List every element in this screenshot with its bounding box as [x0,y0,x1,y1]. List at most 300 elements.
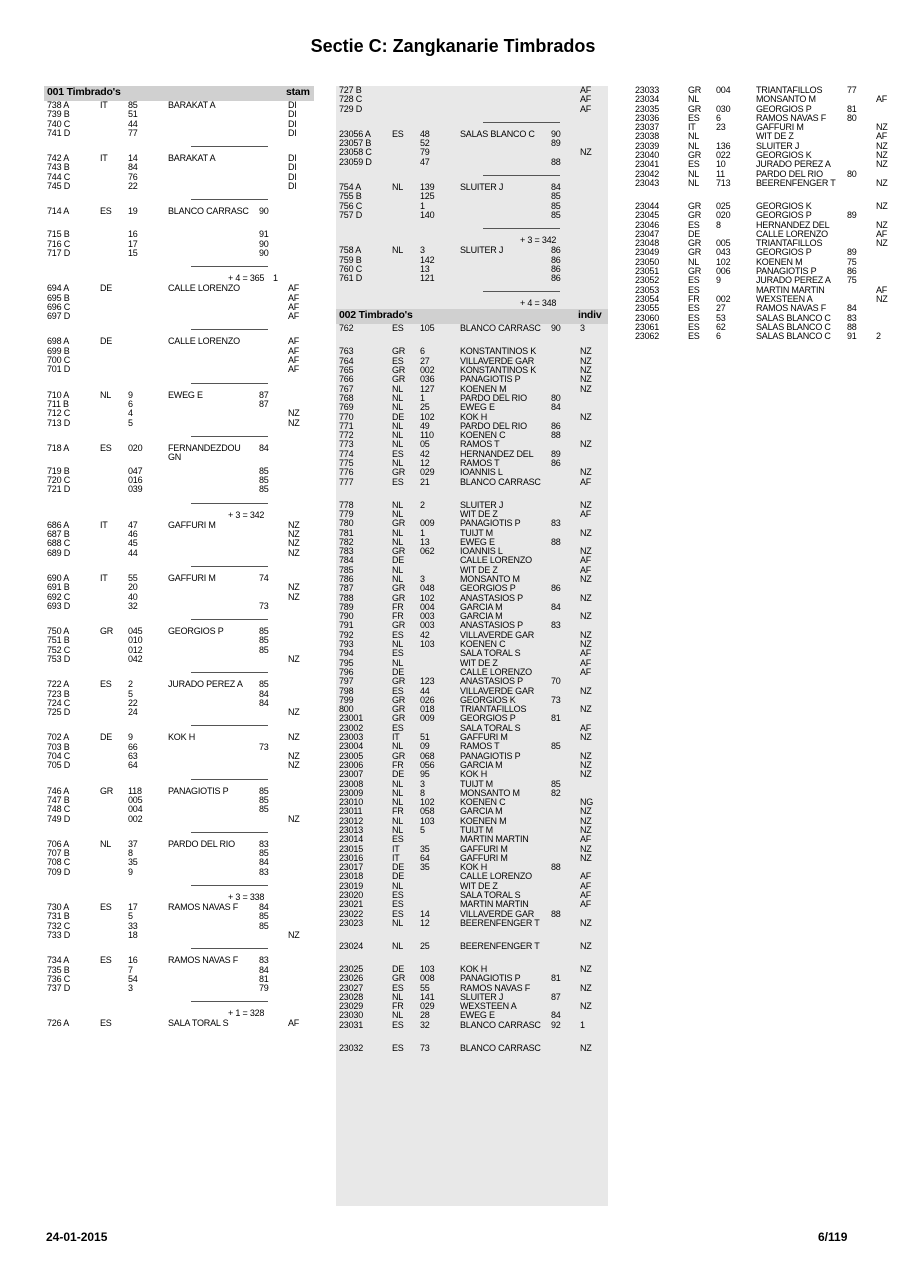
country: IT [100,572,108,583]
exhibitor-name: GAFFURI M [168,519,216,530]
table-row [44,284,314,293]
score: 89 [551,138,561,149]
exhibitor-name: SALAS BLANCO C [756,312,831,323]
score: 85 [259,911,269,922]
entry-number: 751 B [47,635,70,646]
ring-number: 102 [420,797,435,808]
country: DE [392,411,405,422]
prize: AF [288,283,300,294]
prize: DI [288,153,297,164]
entry-number: 718 A [47,442,70,453]
prize: NZ [580,527,592,538]
entry-number: 721 D [47,484,71,495]
exhibitor-name: JURADO PEREZ A [168,679,243,690]
score: 85 [551,778,561,789]
table-row [44,549,314,558]
entry-number: 734 A [47,955,70,966]
ring-number: 043 [716,247,731,258]
exhibitor-name: GAFFURI M [460,732,508,743]
ring-number: 28 [420,1010,430,1021]
exhibitor-name: PANAGIOTIS P [756,266,817,277]
table-row [336,105,608,114]
country: NL [688,94,700,105]
separator-line [191,779,268,780]
entry-number: 765 [339,365,354,376]
ring-number: 042 [128,653,143,664]
table-row [336,942,608,965]
prize: NZ [580,355,592,366]
entry-number: 741 D [47,127,71,138]
ring-number: 045 [128,626,143,637]
entry-number: 771 [339,420,354,431]
prize: AF [580,94,592,105]
score: 85 [551,209,561,220]
score: 83 [259,838,269,849]
entry-number: 704 C [47,751,71,762]
country: ES [100,442,112,453]
ring-number: 062 [420,546,435,557]
prize: NZ [288,751,300,762]
country: GR [688,210,702,221]
table-row [44,680,314,689]
ring-number: 45 [128,538,138,549]
country: NL [392,383,404,394]
ring-number: 42 [420,448,430,459]
ring-number: 05 [420,439,430,450]
entry-number: 785 [339,564,354,575]
ring-number: 44 [420,685,430,696]
score: 84 [551,182,561,193]
exhibitor-name: CALLE LORENZO [460,555,532,566]
stam-total-row [336,299,608,309]
prize: NZ [580,629,592,640]
ring-number: 141 [420,991,435,1002]
prize: NZ [288,519,300,530]
separator-line [191,566,268,567]
entry-number: 760 C [339,263,363,274]
exhibitor-name: PANAGIOTIS P [460,518,521,529]
entry-number: 690 A [47,572,70,583]
exhibitor-name: WIT DE Z [460,657,498,668]
exhibitor-name: RAMOS T [460,458,500,469]
entry-number: 695 B [47,292,70,303]
country: NL [392,458,404,469]
ring-number: 022 [716,150,731,161]
prize: AF [580,85,592,95]
entry-number: 710 A [47,389,70,400]
table-row [44,743,314,752]
separator-line [191,146,268,147]
prize: NZ [288,591,300,602]
stam-separator [44,258,314,274]
prize: NZ [580,546,592,557]
page-number: 6/119 [818,1230,848,1244]
table-row [44,574,314,583]
entry-number: 793 [339,639,354,650]
entry-number: 715 B [47,229,70,240]
score: 86 [551,245,561,256]
prize: AF [580,648,592,659]
country: NL [392,778,404,789]
prize: NZ [876,219,888,230]
entry-number: 729 D [339,103,363,114]
exhibitor-name: RAMOS NAVAS F [168,902,239,913]
country: ES [392,834,404,845]
country: NL [392,787,404,798]
exhibitor-name: SALAS BLANCO C [460,128,535,139]
country: GR [392,346,406,357]
score: 90 [551,323,561,334]
country: DE [392,871,405,882]
ring-number: 64 [128,760,138,771]
score: 73 [259,741,269,752]
exhibitor-name: WEXSTEEN A [460,1001,517,1012]
prize: NZ [876,122,888,133]
table-row [336,192,608,201]
score: 85 [259,804,269,815]
entry-number: 732 C [47,920,71,931]
prize: NZ [580,963,592,974]
entry-number: 23003 [339,732,364,743]
prize: NZ [580,806,592,817]
stam-separator [44,428,314,444]
prize: AF [580,880,592,891]
score: 91 [259,229,269,240]
entry-number: 23039 [635,140,660,151]
entry-number: 709 D [47,866,71,877]
separator-line [191,948,268,949]
entry-number: 23045 [635,210,660,221]
score: 77 [847,85,857,95]
score: 88 [551,536,561,547]
ring-number: 18 [128,929,138,940]
prize: DI [288,162,297,173]
ring-number: 16 [128,955,138,966]
ring-number: 016 [128,475,143,486]
score: 84 [259,697,269,708]
separator-line [191,266,268,267]
ring-number: 102 [420,592,435,603]
country: IT [392,843,400,854]
score: 88 [551,862,561,873]
prize: NZ [580,383,592,394]
stam-separator [44,664,314,680]
prize: NZ [876,200,888,211]
ring-number: 16 [128,229,138,240]
prize: NZ [580,346,592,357]
table-row [336,478,608,501]
exhibitor-name: GARCIA M [460,806,503,817]
ring-number: 009 [420,713,435,724]
exhibitor-name: KOENEN C [460,797,506,808]
exhibitor-name: GAFFURI M [756,122,804,133]
prize: AF [288,1018,300,1029]
country: ES [100,902,112,913]
exhibitor-name: WIT DE Z [460,564,498,575]
score: 83 [847,312,857,323]
country: NL [392,245,404,256]
ring-number: 003 [420,611,435,622]
prize: NZ [288,408,300,419]
table-row [44,249,314,258]
entry-number: 23046 [635,219,660,230]
prize: NZ [580,467,592,478]
ring-number: 9 [128,866,133,877]
entry-number: 23017 [339,862,364,873]
country: ES [392,982,404,993]
stam-prize: 1 [273,273,278,284]
exhibitor-name: GEORGIOS P [460,713,516,724]
table-row [44,761,314,770]
ring-number: 44 [128,118,138,129]
ring-number: 35 [128,857,138,868]
ring-number: 6 [420,346,425,357]
ring-number: 110 [420,430,434,441]
entry-number: 23034 [635,94,660,105]
ring-number: 029 [420,467,435,478]
entry-number: 23044 [635,200,660,211]
entry-number: 773 [339,439,354,450]
ring-number: 53 [716,312,726,323]
table-row [336,86,608,95]
ring-number: 004 [420,601,435,612]
exhibitor-name: IOANNIS L [460,467,503,478]
prize: NZ [288,760,300,771]
ring-number: 121 [420,273,435,284]
country: ES [688,321,700,332]
entry-number: 23056 A [339,128,371,139]
entry-number: 23012 [339,815,364,826]
entry-number: 788 [339,592,354,603]
stam-total: + 4 = 348 [520,298,557,309]
prize: 2 [876,331,881,342]
entry-number: 23010 [339,797,364,808]
country: ES [688,275,700,286]
country: FR [688,293,700,304]
table-row [44,708,314,717]
table-row [44,796,314,805]
table-row [44,752,314,761]
entry-number: 693 D [47,600,71,611]
country: GR [688,103,702,114]
entry-number: 797 [339,676,354,687]
prize: NZ [288,538,300,549]
country: NL [392,564,404,575]
separator-line [191,329,268,330]
exhibitor-name: PANAGIOTIS P [168,785,229,796]
entry-number: 750 A [47,626,70,637]
results-column-3 [632,86,894,341]
prize: NZ [288,547,300,558]
table-row [44,805,314,814]
ring-number: 40 [128,591,138,602]
exhibitor-name: GAFFURI M [168,572,216,583]
exhibitor-name: TUIJT M [460,527,493,538]
country: ES [392,476,404,487]
ring-number: 068 [420,750,435,761]
prize: AF [288,311,300,322]
ring-number: 003 [420,620,435,631]
table-row [336,202,608,211]
ring-number: 5 [128,911,133,922]
exhibitor-name: TUIJT M [460,778,493,789]
ring-number: 27 [716,303,726,314]
country: ES [392,648,404,659]
entry-number: 23023 [339,917,364,928]
separator-line [191,1001,268,1002]
entry-number: 742 A [47,153,70,164]
table-row [44,583,314,592]
exhibitor-name: BLANCO CARRASC [168,206,249,217]
prize: NZ [288,813,300,824]
entry-number: 754 A [339,182,362,193]
entry-number: 23052 [635,275,660,286]
separator-line [483,122,560,123]
score: 81 [551,973,561,984]
country: FR [392,806,404,817]
entry-number: 23001 [339,713,364,724]
score: 85 [259,644,269,655]
exhibitor-name: RAMOS NAVAS F [756,112,827,123]
table-row [44,849,314,858]
country: GR [392,583,406,594]
entry-number: 717 D [47,247,71,258]
country: GR [688,238,702,249]
entry-number: 23006 [339,759,364,770]
entry-number: 23031 [339,1019,364,1030]
ring-number: 24 [128,707,138,718]
table-row [44,337,314,346]
prize: NZ [580,374,592,385]
ring-number: 029 [420,1001,435,1012]
exhibitor-name: GEORGIOS K [756,150,812,161]
entry-number: 23032 [339,1042,364,1053]
entry-number: 752 C [47,644,71,655]
exhibitor-name: RAMOS T [460,439,500,450]
entry-number: 736 C [47,973,71,984]
stam-separator [336,167,608,183]
ring-number: 002 [128,813,143,824]
entry-number: 744 C [47,171,71,182]
ring-number: 3 [128,983,133,994]
table-row [336,1021,608,1044]
entry-number: 23008 [339,778,364,789]
score: 73 [551,694,561,705]
exhibitor-name: TUIJT M [460,825,493,835]
ring-number: 20 [128,582,138,593]
score: 88 [551,156,561,167]
prize: NZ [580,815,592,826]
ring-number: 10 [716,159,726,170]
country: NL [392,430,404,441]
country: FR [392,611,404,622]
stam-separator [44,940,314,956]
stam-total: + 3 = 342 [520,235,557,246]
exhibitor-name: PANAGIOTIS P [460,750,521,761]
table-row [44,733,314,742]
country: ES [392,1042,404,1053]
table-row [44,627,314,636]
prize: NZ [288,707,300,718]
score: 85 [259,794,269,805]
score: 85 [259,920,269,931]
ring-number: 21 [420,476,430,487]
score: 86 [847,266,857,277]
ring-number: 6 [716,331,721,342]
prize: DI [288,181,297,192]
country: GR [100,626,114,637]
prize: NZ [580,592,592,603]
score: 80 [551,392,561,403]
score: 85 [551,741,561,752]
prize: NZ [580,147,592,158]
exhibitor-name: SLUITER J [460,991,504,1002]
entry-number: 769 [339,402,354,413]
exhibitor-name: PARDO DEL RIO [168,838,235,849]
exhibitor-name: BLANCO CARRASC [460,476,541,487]
exhibitor-name: IOANNIS L [460,546,503,557]
entry-number: 23059 D [339,156,372,167]
score: 84 [259,857,269,868]
score: 83 [259,955,269,966]
ring-number: 09 [420,741,430,752]
ring-number: 85 [128,100,138,110]
ring-number: 64 [420,852,430,863]
exhibitor-name: WEXSTEEN A [756,293,813,304]
country: NL [392,917,404,928]
country: ES [688,219,700,230]
country: GR [392,676,406,687]
entry-number: 787 [339,583,354,594]
table-row [44,903,314,912]
exhibitor-name: GEORGIOS P [756,103,812,114]
ring-number: 058 [420,806,435,817]
score: 85 [551,200,561,211]
class-name: 001 Timbrado's [47,86,121,98]
ring-number: 22 [128,181,138,192]
ring-number: 6 [716,112,721,123]
stam-separator [44,375,314,391]
table-row [336,919,608,942]
entry-number: 722 A [47,679,70,690]
country: ES [392,908,404,919]
table-row [44,539,314,548]
separator-line [191,503,268,504]
exhibitor-name: GARCIA M [460,611,503,622]
table-row [44,347,314,356]
ring-number: 55 [128,572,138,583]
exhibitor-name: EWEG E [460,402,495,413]
score: 87 [551,991,561,1002]
entry-number: 740 C [47,118,71,129]
exhibitor-name: SALA TORAL S [460,722,521,733]
ring-number: 62 [716,321,726,332]
score: 81 [259,973,269,984]
score: 75 [847,275,857,286]
table-row [44,485,314,494]
entry-number: 23011 [339,806,363,817]
entry-number: 706 A [47,838,70,849]
entry-number: 696 C [47,301,71,312]
country: NL [392,1010,404,1021]
exhibitor-name: BLANCO CARRASC [460,1019,541,1030]
entry-number: 23036 [635,112,660,123]
entry-number: 23015 [339,843,364,854]
prize: NZ [580,732,592,743]
entry-number: 743 B [47,162,70,173]
table-row [336,130,608,139]
exhibitor-name: KOENEN M [460,815,507,826]
